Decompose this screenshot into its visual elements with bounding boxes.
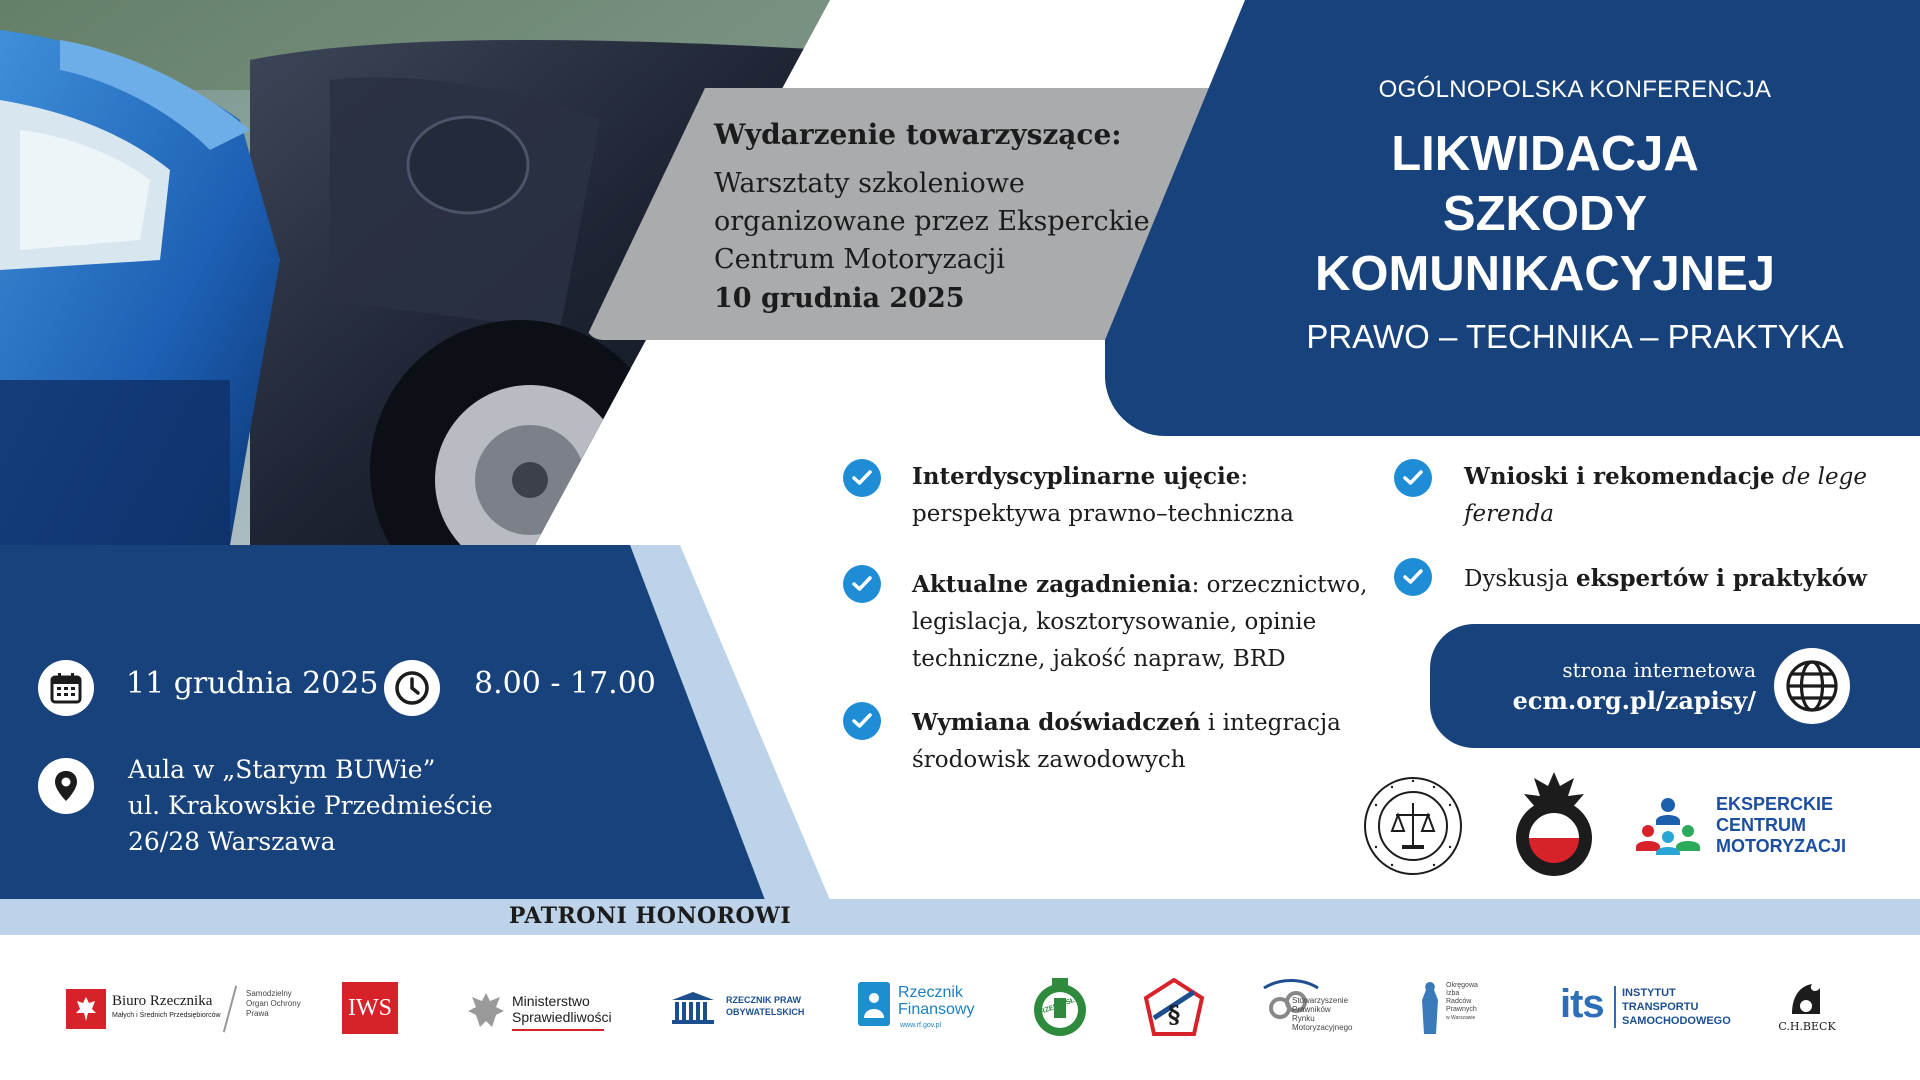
brmsp-logo: [66, 985, 306, 1035]
event-place-line2: ul. Krakowskie Przedmieście: [128, 791, 493, 820]
sprrm-logo: [1260, 978, 1380, 1038]
oirp-line1: Okręgowa: [1446, 982, 1478, 989]
event-time: 8.00 - 17.00: [474, 666, 656, 701]
oirp-line3: Radców: [1446, 998, 1472, 1005]
its-line2: TRANSPORTU: [1622, 1001, 1699, 1013]
chbeck-text: C.H.BECK: [1778, 1020, 1836, 1033]
rf-line2: Finansowy: [898, 1001, 975, 1018]
oirp-line2: Izba: [1446, 990, 1460, 997]
feature-current-issues: Aktualne zagadnienia: orzecznictwo, legislacja, kosztorysowanie, opinie techniczne, jakość napraw, BRD: [912, 571, 1368, 672]
location-pin-icon: [38, 758, 94, 814]
check-icon: [843, 702, 881, 740]
feature-experience-exchange: Wymiana doświadczeń i integracja środowisk zawodowych: [912, 709, 1341, 773]
check-icon: [1394, 558, 1432, 596]
sprrm-line2: Prawników: [1292, 1005, 1331, 1014]
svg-text:§: §: [1167, 1000, 1181, 1029]
sprrm-line3: Rynku: [1292, 1014, 1315, 1023]
feature-interdisciplinary: Interdyscyplinarne ujęcie: perspektywa prawno–techniczna: [912, 463, 1294, 527]
brmsp-name: Biuro Rzecznika: [112, 993, 213, 1009]
check-icon: [1394, 459, 1432, 497]
rzemioslo-text: RZEMIOSŁO: [1039, 995, 1081, 1016]
website-url[interactable]: ecm.org.pl/zapisy/: [1512, 686, 1756, 715]
wpia-uw-seal: [1362, 775, 1464, 877]
rf-url: www.rf.gov.pl: [900, 1022, 942, 1029]
oirp-line4: Prawnych: [1446, 1006, 1477, 1013]
event-place-line3: 26/28 Warszawa: [128, 827, 336, 856]
check-icon: [843, 459, 881, 497]
oirp-line5: w Warszawie: [1446, 1015, 1476, 1021]
ms-logo: [466, 985, 616, 1035]
rpo-logo: [670, 988, 820, 1028]
its-logo: [1560, 984, 1740, 1034]
conference-title-line2: SZKODY: [1442, 187, 1648, 241]
rf-logo: [858, 978, 983, 1038]
automobilklub-polski-logo: [1512, 768, 1596, 880]
conference-title-line3: KOMUNIKACYJNEJ: [1314, 247, 1776, 301]
companion-event-heading: Wydarzenie towarzyszące:: [714, 118, 1122, 151]
its-line3: SAMOCHODOWEGO: [1622, 1015, 1731, 1027]
event-place-line1: Aula w „Starym BUWie”: [128, 755, 436, 784]
rzemioslo-logo: [1032, 976, 1088, 1038]
ms-line1: Ministerstwo: [512, 993, 590, 1009]
conference-subtitle: PRAWO – TECHNIKA – PRAKTYKA: [1306, 318, 1844, 355]
ecm-logo-line2: CENTRUM: [1716, 815, 1806, 835]
ecm-logo: [1632, 790, 1852, 860]
companion-event-line3: Centrum Motoryzacji: [714, 244, 1005, 275]
companion-event-date: 10 grudnia 2025: [714, 283, 965, 314]
iws-logo: IWS: [342, 982, 398, 1034]
its-abbr: its: [1560, 982, 1604, 1026]
globe-icon: [1774, 648, 1850, 724]
patrons-heading: PATRONI HONOROWI: [508, 903, 792, 929]
its-line1: INSTYTUT: [1622, 987, 1676, 999]
rpo-line1: RZECZNIK PRAW: [726, 995, 801, 1005]
sprrm-line1: Stowarzyszenie: [1292, 996, 1349, 1005]
clock-icon: [384, 660, 440, 716]
check-icon: [843, 565, 881, 603]
rf-line1: Rzecznik: [898, 984, 963, 1001]
oirp-logo: [1418, 980, 1508, 1038]
section-sign-logo: [1144, 978, 1204, 1036]
brmsp-side: Samodzielny Organ Ochrony Prawa: [246, 989, 301, 1018]
calendar-icon: [38, 660, 94, 716]
feature-discussion: Dyskusja ekspertów i praktyków: [1464, 565, 1867, 592]
ms-line2: Sprawiedliwości: [512, 1009, 612, 1025]
website-label: strona internetowa: [1562, 658, 1756, 682]
rpo-line2: OBYWATELSKICH: [726, 1007, 805, 1017]
ecm-logo-line1: EKSPERCKIE: [1716, 794, 1834, 814]
chbeck-logo: [1772, 978, 1842, 1038]
companion-event-line1: Warsztaty szkoleniowe: [714, 168, 1025, 199]
feature-conclusions: Wnioski i rekomendacje de lege ferenda: [1464, 463, 1867, 527]
ecm-logo-line3: MOTORYZACJI: [1716, 836, 1847, 856]
brmsp-sub: Małych i Średnich Przedsiębiorców: [112, 1012, 221, 1019]
sprrm-line4: Motoryzacyjnego: [1292, 1023, 1353, 1032]
conference-title-line1: LIKWIDACJA: [1391, 127, 1699, 181]
companion-event-line2: organizowane przez Eksperckie: [714, 206, 1150, 237]
event-date: 11 grudnia 2025: [126, 666, 379, 701]
conference-kicker: OGÓLNOPOLSKA KONFERENCJA: [1378, 76, 1772, 103]
